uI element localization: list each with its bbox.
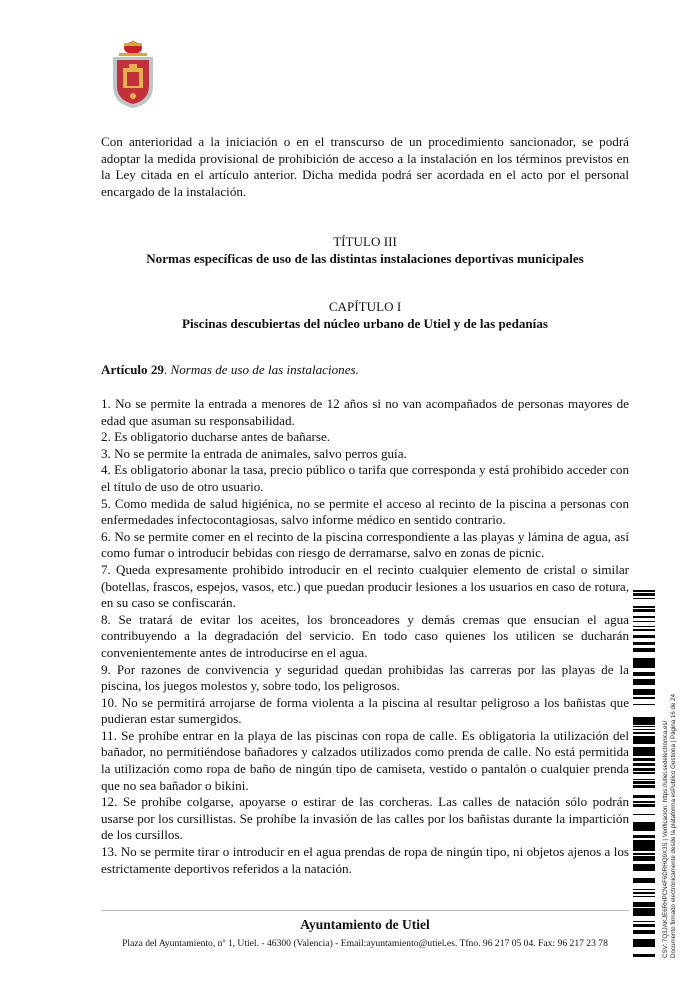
rule-item: 4. Es obligatorio abonar la tasa, precio público o tarifa que corresponda y está prohibido acceder con el título de uso de otro usuario. — [101, 462, 629, 494]
capitulo-label: CAPÍTULO I — [328, 299, 402, 314]
article-name: Normas de uso de las instalaciones. — [170, 362, 359, 377]
rule-item: 5. Como medida de salud higiénica, no se permite el acceso al recinto de la piscina a personas con enfermedades infectocontagiosas, salvo informe médico en sentido contrario. — [101, 495, 629, 528]
footer-divider — [101, 910, 629, 911]
rule-item: 3. No se permite la entrada de animales, salvo perros guía. — [101, 445, 407, 461]
barcode-icon — [633, 590, 655, 958]
rule-item: 6. No se permite comer en el recinto de la piscina correspondiente a las playas y lámina de agua, así como fumar o introducir bebidas con riesgo de derramarse, salvo en zonas de picnic. — [101, 528, 629, 561]
rule-item: 9. Por razones de convivencia y seguridad quedan prohibidas las carreras por las playas de la piscina, los juegos molestos y, sobre todo, los peligrosos. — [101, 661, 629, 694]
rule-item: 10. No se permitirá arrojarse de forma violenta a la piscina al resultar peligroso a los bañistas que pudieran estar sumergidos. — [101, 694, 629, 727]
crest-icon — [109, 40, 157, 110]
rules-list — [101, 396, 629, 877]
article-separator: . — [163, 362, 171, 377]
capitulo-block — [101, 299, 629, 332]
verification-stamp — [633, 590, 661, 958]
rule-item: 7. Queda expresamente prohibido introducir en el recinto cualquier elemento de cristal o similar (botellas, frascos, espejos, vasos, etc.) que puedan producir lesiones a los usuarios en caso de rotura, en su caso se confiscarán. — [101, 561, 629, 611]
rule-item: 13. No se permite tirar o introducir en el agua prendas de ropa de ningún tipo, ni objetos ajenos a los estrictamente deportivos referidos a la natación. — [101, 844, 629, 876]
rule-item: 8. Se tratará de evitar los aceites, los bronceadores y demás cremas que ensucian el agua contribuyendo a la degradación del servicio. En todo caso quienes los utilicen se ducharán convenientemente antes de introducirse en el agua. — [101, 611, 629, 660]
intro-paragraph: Con anterioridad a la iniciación o en el transcurso de un procedimiento sancionador, se podrá adoptar la medida provisional de prohibición de acceso a la instalación en los términos previstos en la Ley citada en el artículo anterior. Dicha medida podrá ser acordada en el acto por el personal encargado de la instalación. — [101, 134, 629, 199]
rule-item: 2. Es obligatorio ducharse antes de bañarse. — [101, 429, 331, 445]
article-heading — [101, 362, 359, 378]
rule-item: 1. No se permite la entrada a menores de 12 años si no van acompañados de personas mayores de edad que asuman su responsabilidad. — [101, 396, 629, 428]
capitulo-heading: Piscinas descubiertas del núcleo urbano de Utiel y de las pedanías — [182, 315, 548, 331]
article-number: Artículo 29 — [101, 362, 164, 377]
verification-line-1: CSV: 7Q3JAKJE6RHPCN4F6DRHQ9X3S | Verificación: https://utiel.sedelectronica.es/ — [662, 720, 669, 958]
verification-line-2: Documento firmado electrónicamente desde la plataforma esPublico Gestiona | Página 16 de 24 — [670, 693, 677, 958]
titulo-heading: Normas específicas de uso de las distintas instalaciones deportivas municipales — [146, 250, 584, 266]
titulo-label: TÍTULO III — [333, 234, 397, 249]
verification-text — [662, 590, 678, 958]
footer-address: Plaza del Ayuntamiento, nº 1, Utiel. - 46300 (Valencia) - Email:ayuntamiento@utiel.es. Tfno. 96 217 05 04. Fax: 96 217 23 78 — [122, 938, 608, 949]
titulo-block — [101, 234, 629, 267]
footer-organization: Ayuntamiento de Utiel — [300, 917, 430, 932]
rule-item: 12. Se prohíbe colgarse, apoyarse o estirar de las corcheras. Las calles de natación sólo podrán usarse por los cursillistas. Se prohíbe la invasión de las calles por los bañistas durante la impartición de los cursillos. — [101, 794, 629, 843]
rule-item: 11. Se prohíbe entrar en la playa de las piscinas con ropa de calle. Es obligatoria la utilización del bañador, no permitiéndose bañadores y calzados utilizados como prenda de calle. No está permitida la utilización como ropa de baño de ningún tipo de camiseta, vestido o pantalón o cualquier prenda que no sea bañador o bikini. — [101, 727, 629, 793]
